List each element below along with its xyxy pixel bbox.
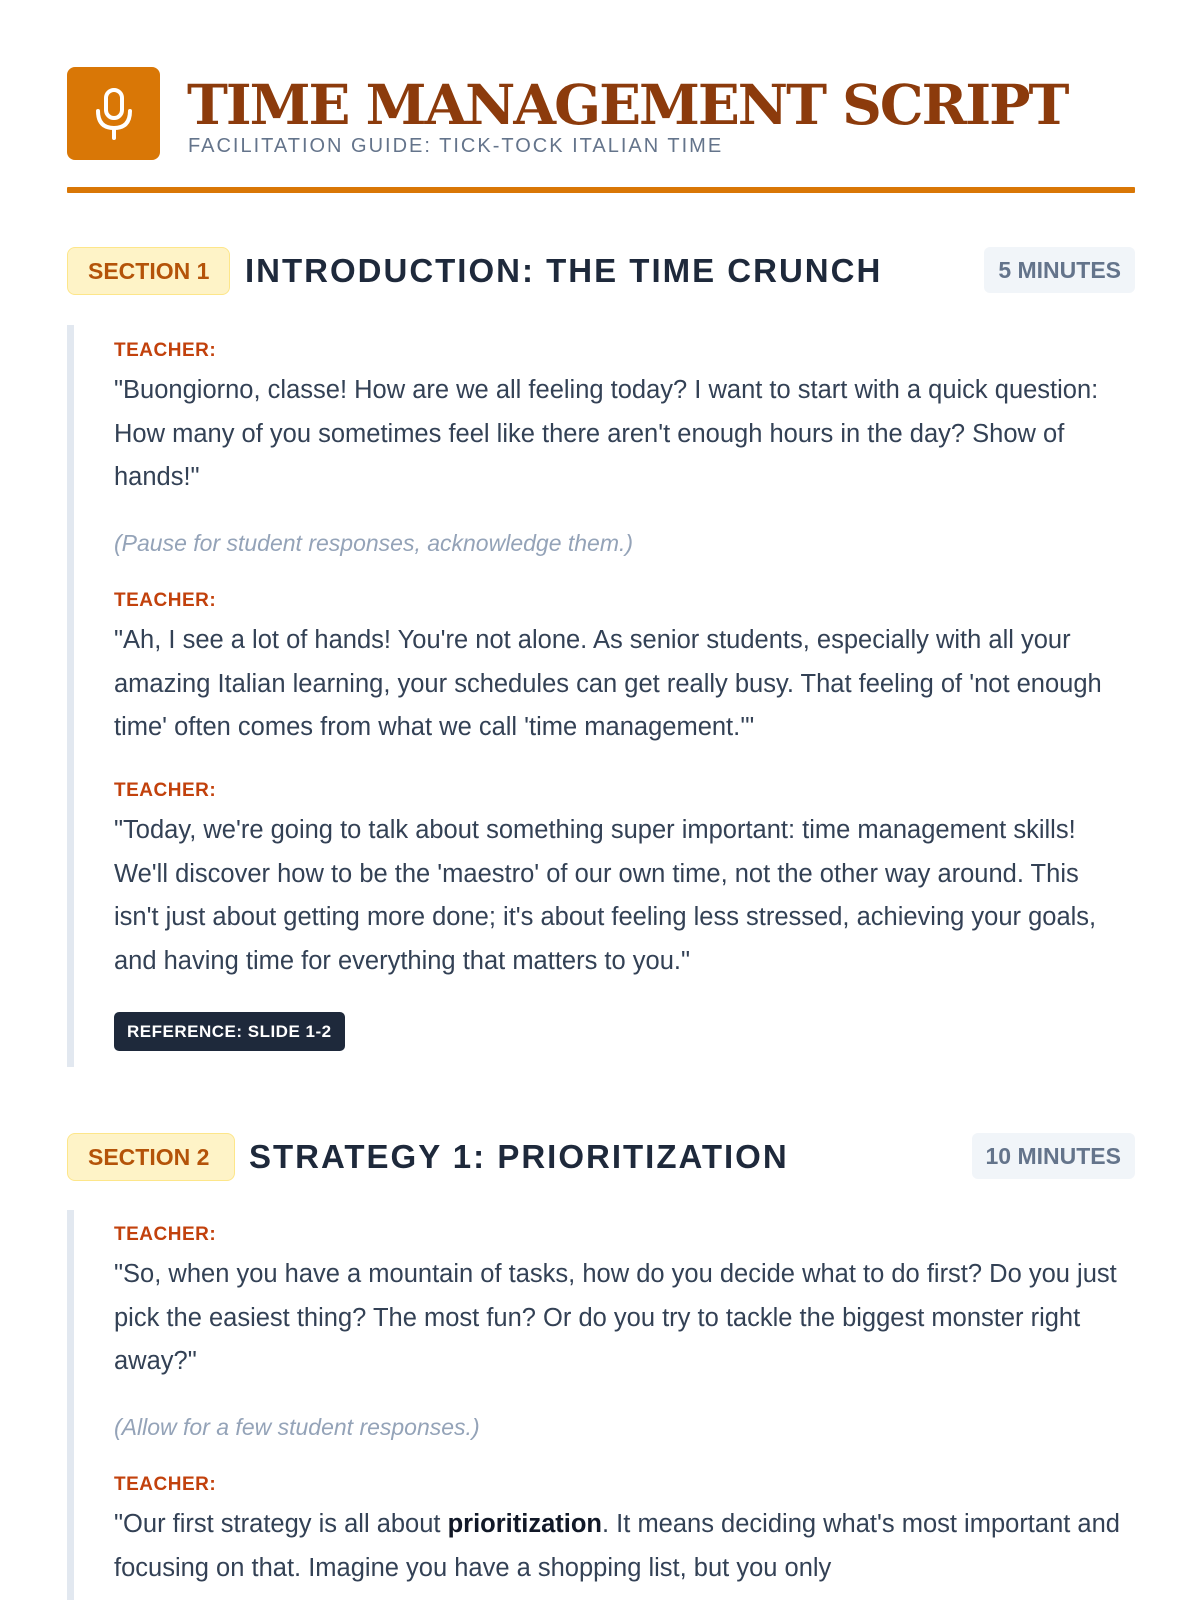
section-1-header — [67, 247, 1135, 297]
duration-badge: 10 MINUTES — [972, 1133, 1135, 1179]
section-2-header — [67, 1133, 1135, 1183]
section-title: INTRODUCTION: THE TIME CRUNCH — [245, 252, 883, 289]
header-divider — [67, 187, 1135, 193]
section-badge: SECTION 1 — [67, 247, 230, 295]
section-1-script — [67, 325, 1135, 1067]
microphone-icon-box — [67, 67, 160, 160]
section-title: STRATEGY 1: PRIORITIZATION — [249, 1138, 789, 1175]
section-2-script — [67, 1210, 1135, 1600]
section-badge: SECTION 2 — [67, 1133, 235, 1181]
speech-text-part: . It means deciding what's most important and focusing on that. Imagine you have a shopping list, but you only — [114, 1510, 1120, 1582]
script-left-bar — [67, 325, 74, 1067]
microphone-icon — [91, 86, 137, 142]
page-subtitle: FACILITATION GUIDE: TICK-TOCK ITALIAN TIME — [188, 135, 724, 157]
speaker-label: TEACHER: — [114, 1224, 217, 1245]
duration-badge: 5 MINUTES — [984, 247, 1135, 293]
speaker-label: TEACHER: — [114, 590, 217, 611]
stage-direction: (Pause for student responses, acknowledge them.) — [114, 530, 634, 556]
page-title: TIME MANAGEMENT SCRIPT — [187, 72, 1068, 137]
speaker-label: TEACHER: — [114, 780, 217, 801]
speech-text: "Ah, I see a lot of hands! You're not alone. As senior students, especially with all your amazing Italian learning, your schedules can get really busy. That feeling of 'not enough time' often comes from what we call 'time management.'" — [114, 626, 1102, 741]
speech-text: "Today, we're going to talk about something super important: time management skills! We'll discover how to be the 'maestro' of our own time, not the other way around. This isn't just about getting more done; it's about feeling less stressed, achieving your goals, and having time for everything that matters to you." — [114, 816, 1097, 975]
speech-text-part: "Our first strategy is all about — [114, 1510, 448, 1538]
speaker-label: TEACHER: — [114, 1474, 217, 1495]
speaker-label: TEACHER: — [114, 340, 217, 361]
speech-text: "Buongiorno, classe! How are we all feeling today? I want to start with a quick question: How many of you sometimes feel like there aren't enough hours in the day? Show of hands!" — [114, 376, 1099, 491]
page-header — [67, 67, 1135, 194]
emphasis-term: prioritization — [447, 1510, 603, 1538]
script-left-bar — [67, 1210, 74, 1600]
speech-text — [114, 1503, 1124, 1590]
stage-direction: (Allow for a few student responses.) — [114, 1414, 480, 1440]
speech-text: "So, when you have a mountain of tasks, how do you decide what to do first? Do you just pick the easiest thing? The most fun? Or do you try to tackle the biggest monster right away?" — [114, 1260, 1117, 1375]
reference-tag: REFERENCE: SLIDE 1-2 — [114, 1012, 345, 1051]
